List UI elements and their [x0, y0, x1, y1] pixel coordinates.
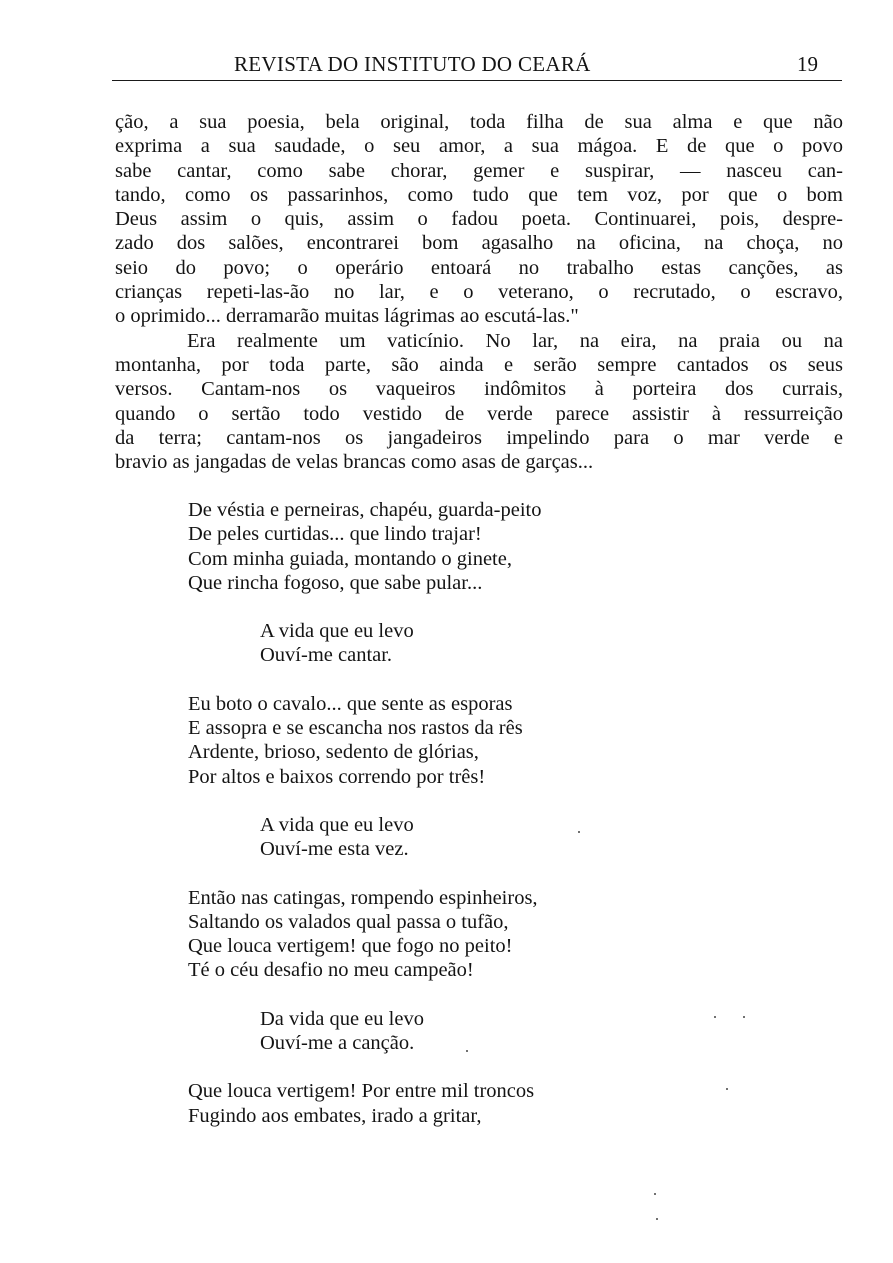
running-title: REVISTA DO INSTITUTO DO CEARÁ: [234, 52, 591, 76]
poem-refrain: [188, 813, 788, 862]
prose-line: tando, como os passarinhos, como tudo que tem voz, por que o bom: [115, 183, 843, 206]
verse-line: Por altos e baixos correndo por três!: [188, 765, 486, 788]
scan-speck: [726, 1088, 728, 1090]
scan-speck: [578, 831, 580, 833]
verse-line: Saltando os valados qual passa o tufão,: [188, 910, 509, 933]
refrain-line: Ouví-me esta vez.: [260, 838, 409, 861]
prose-line: da terra; cantam-nos os jangadeiros impelindo para o mar verde e: [115, 426, 843, 449]
prose-line: ção, a sua poesia, bela original, toda filha de sua alma e que não: [115, 111, 843, 133]
prose-line: seio do povo; o operário entoará no trabalho estas canções, as: [115, 256, 843, 279]
running-head: [112, 52, 840, 80]
refrain-line: A vida que eu levo: [260, 813, 414, 836]
scan-speck: [466, 1050, 468, 1052]
prose-line: crianças repeti-las-ão no lar, e o veterano, o recrutado, o escravo,: [115, 281, 843, 304]
verse-line: Com minha guiada, montando o ginete,: [188, 547, 512, 570]
header-rule: [112, 80, 842, 81]
scan-speck: [743, 1016, 745, 1018]
verse-line: Que louca vertigem! que fogo no peito!: [188, 935, 513, 958]
scan-speck: [654, 1193, 656, 1195]
prose-line: exprima a sua saudade, o seu amor, a sua mágoa. E de que o povo: [115, 135, 843, 158]
verse-line: De peles curtidas... que lindo trajar!: [188, 523, 482, 546]
prose-line: Deus assim o quis, assim o fadou poeta. Continuarei, pois, despre-: [115, 208, 843, 231]
poem-stanza: [188, 1079, 788, 1128]
poem-stanza: [188, 692, 788, 789]
scan-speck: [656, 1218, 658, 1220]
prose-line: quando o sertão todo vestido de verde parece assistir à ressurreição: [115, 402, 843, 425]
verse-line: Eu boto o cavalo... que sente as esporas: [188, 692, 513, 715]
verse-line: De véstia e perneiras, chapéu, guarda-peito: [188, 499, 542, 521]
page-number: 19: [797, 52, 818, 76]
verse-line: Que rincha fogoso, que sabe pular...: [188, 571, 483, 594]
refrain-line: Da vida que eu levo: [260, 1007, 424, 1030]
poem-stanza: [188, 886, 788, 983]
poem-stanza: [188, 498, 788, 595]
prose-line: montanha, por toda parte, são ainda e serão sempre cantados os seus: [115, 353, 843, 376]
verse-line: Que louca vertigem! Por entre mil troncos: [188, 1080, 535, 1103]
prose-line: sabe cantar, como sabe chorar, gemer e suspirar, — nasceu can-: [115, 159, 843, 182]
poem-refrain: [188, 1007, 788, 1056]
poem: [188, 498, 788, 1152]
prose-paragraph-start: Era realmente um vaticínio. No lar, na eira, na praia ou na: [187, 329, 843, 352]
poem-refrain: [188, 619, 788, 668]
verse-line: Té o céu desafio no meu campeão!: [188, 959, 474, 982]
refrain-line: Ouví-me cantar.: [260, 644, 393, 667]
prose-line: zado dos salões, encontrarei bom agasalho na oficina, na choça, no: [115, 232, 843, 255]
prose-line: o oprimido... derramarão muitas lágrimas ao escutá-las.": [115, 305, 579, 328]
prose-block: [115, 110, 843, 474]
verse-line: Fugindo aos embates, irado a gritar,: [188, 1104, 482, 1127]
verse-line: E assopra e se escancha nos rastos da rês: [188, 717, 523, 740]
prose-line: bravio as jangadas de velas brancas como asas de garças...: [115, 451, 594, 474]
prose-line: versos. Cantam-nos os vaqueiros indômitos à porteira dos currais,: [115, 378, 843, 401]
scan-speck: [714, 1016, 716, 1018]
refrain-line: Ouví-me a canção.: [260, 1032, 415, 1055]
refrain-line: A vida que eu levo: [260, 620, 414, 643]
verse-line: Então nas catingas, rompendo espinheiros,: [188, 886, 538, 909]
verse-line: Ardente, brioso, sedento de glórias,: [188, 741, 479, 764]
